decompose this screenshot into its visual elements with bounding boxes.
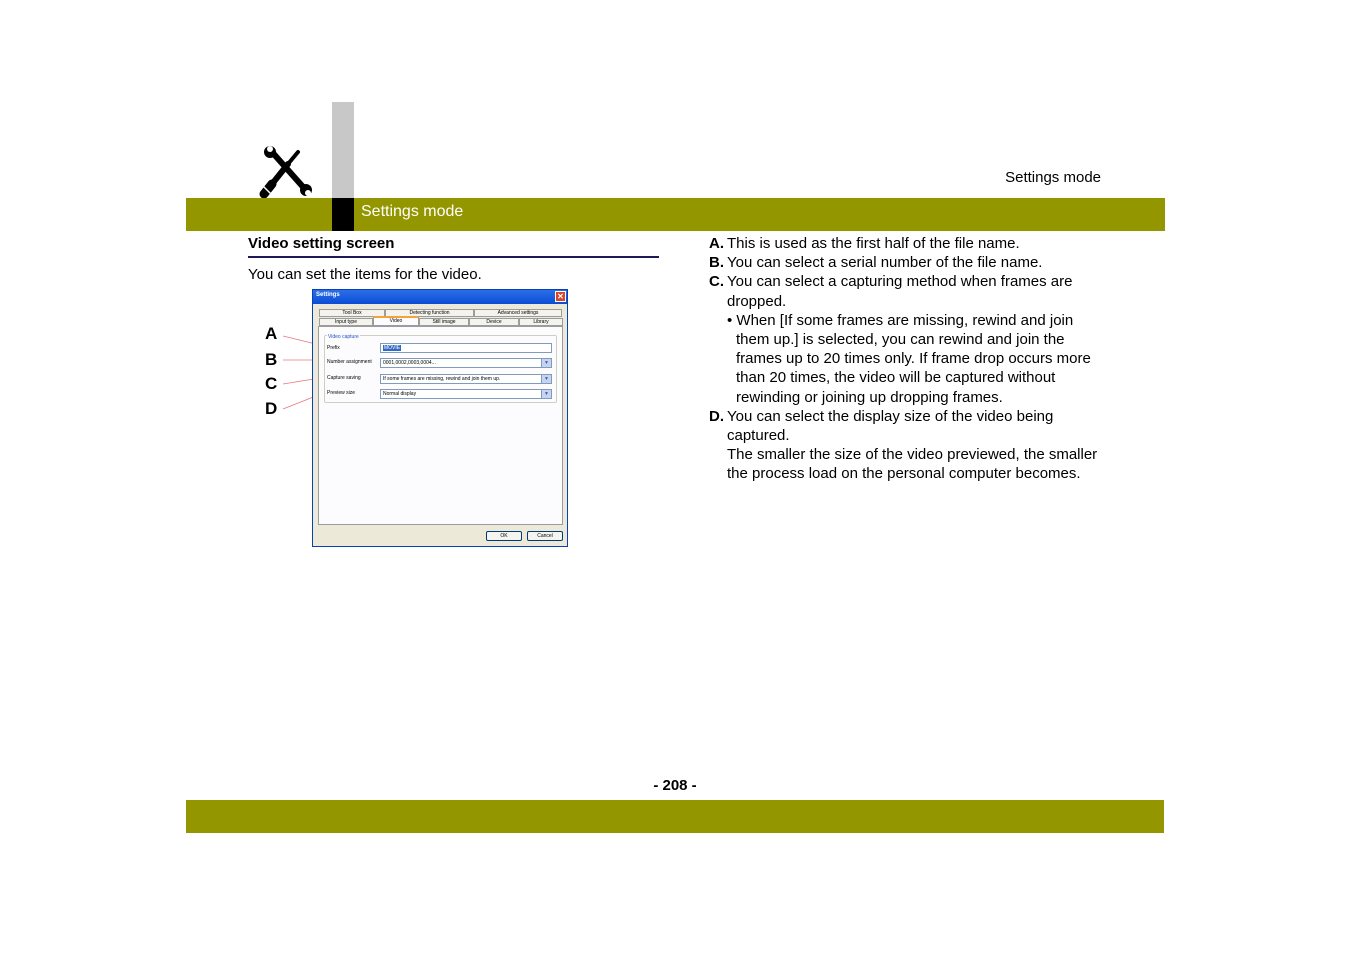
dialog-titlebar — [313, 290, 567, 304]
item-letter-b: B. — [709, 254, 724, 272]
dialog-panel — [318, 326, 563, 525]
prefix-input[interactable] — [380, 343, 552, 353]
tab-device[interactable]: Device — [469, 318, 519, 326]
header-black-tab — [332, 198, 354, 231]
tab-input-type[interactable]: Input type — [319, 318, 373, 326]
description-item-c — [709, 272, 1109, 406]
close-icon[interactable]: ✕ — [555, 291, 566, 302]
dialog-title: Settings — [316, 292, 340, 298]
description-list — [709, 234, 1109, 484]
intro-text: You can set the items for the video. — [248, 266, 482, 283]
callout-b: B — [265, 350, 278, 369]
callout-c: C — [265, 374, 278, 393]
video-capture-group-label: Video capture — [328, 334, 359, 340]
preview-size-select[interactable] — [380, 389, 552, 399]
page-number: - 208 - — [653, 777, 697, 794]
section-divider — [248, 256, 659, 258]
settings-dialog — [312, 289, 568, 547]
item-letter-a: A. — [709, 235, 724, 252]
footer-bar — [186, 800, 1164, 833]
callout-a: A — [265, 324, 278, 343]
description-item-d — [709, 407, 1109, 484]
item-text-d: You can select the display size of the video being captured. — [727, 407, 1054, 445]
tab-still-image[interactable]: Still image — [419, 318, 469, 326]
number-assignment-value: 0001,0002,0003,0004... — [383, 360, 436, 366]
tab-library[interactable]: Library — [519, 318, 563, 326]
item-letter-c: C. — [709, 273, 724, 291]
item-text-d-note: The smaller the size of the video previewed, the smaller the process load on the personal computer becomes. — [727, 446, 1098, 483]
chevron-down-icon[interactable]: ▼ — [541, 359, 551, 367]
capture-saving-select[interactable] — [380, 374, 552, 384]
callout-d: D — [265, 399, 278, 418]
description-item-b — [709, 253, 1109, 272]
preview-size-value: Normal display — [383, 391, 417, 397]
capture-saving-value: If some frames are missing, rewind and join them up. — [383, 376, 501, 382]
tools-icon — [258, 146, 318, 198]
cancel-button[interactable]: Cancel — [527, 531, 563, 541]
ok-button[interactable]: OK — [486, 531, 522, 541]
prefix-label: Prefix — [327, 345, 340, 351]
item-text-c: You can select a capturing method when frames are dropped. — [727, 273, 1073, 310]
capture-saving-label: Capture saving — [327, 375, 361, 381]
tab-toolbox[interactable]: Tool Box — [319, 309, 385, 317]
tab-video[interactable]: Video — [373, 316, 419, 326]
number-assignment-select[interactable] — [380, 358, 552, 368]
header-section-label: Settings mode — [1005, 169, 1101, 186]
item-text-b: You can select a serial number of the file name. — [727, 254, 1043, 272]
chevron-down-icon[interactable]: ▼ — [541, 375, 551, 383]
item-text-a: This is used as the first half of the file name. — [727, 235, 1020, 252]
preview-size-label: Preview size — [327, 390, 356, 396]
header-grey-strip — [332, 102, 354, 198]
item-letter-d: D. — [709, 407, 724, 425]
header-bar-title: Settings mode — [361, 203, 464, 220]
description-item-a — [709, 234, 1109, 253]
chevron-down-icon[interactable]: ▼ — [541, 390, 551, 398]
number-assignment-label: Number assignment — [327, 359, 372, 365]
item-bullet-c: • When [If some frames are missing, rewind and join them up.] is selected, you can rewind and join the frames up to 20 times only. If frame drop occurs more than 20 times, the video will be captured without rewinding or joining up dropping frames. — [727, 311, 1091, 406]
section-title: Video setting screen — [248, 235, 395, 252]
tab-detecting-function[interactable]: Detecting function — [385, 309, 474, 317]
tab-advanced-settings[interactable]: Advanced settings — [474, 309, 562, 317]
prefix-value: MOVIE — [384, 345, 401, 351]
